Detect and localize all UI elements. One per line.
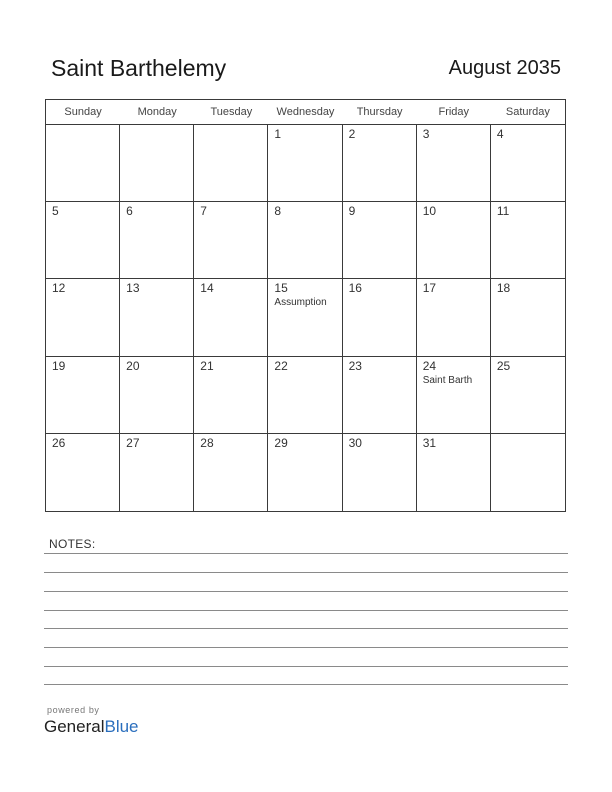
day-cell[interactable] <box>120 202 194 279</box>
weekday-saturday: Saturday <box>505 106 550 118</box>
day-number: 21 <box>200 358 214 373</box>
brand-blue: Blue <box>104 717 139 736</box>
day-number: 20 <box>126 358 140 373</box>
calendar-grid <box>45 99 566 512</box>
day-number: 14 <box>200 281 214 296</box>
day-number: 30 <box>348 435 362 450</box>
weekday-wednesday: Wednesday <box>276 106 335 118</box>
brand-general: General <box>44 717 105 736</box>
day-cell[interactable] <box>46 202 120 279</box>
day-cell[interactable] <box>491 434 565 511</box>
weekday-friday: Friday <box>438 106 470 118</box>
day-cell[interactable] <box>491 279 565 356</box>
day-cell[interactable] <box>417 279 491 356</box>
day-cell[interactable] <box>120 125 194 202</box>
weekday-header-row <box>46 100 565 125</box>
day-number: 12 <box>52 281 66 296</box>
day-cell[interactable] <box>268 125 342 202</box>
day-cell[interactable] <box>46 357 120 434</box>
note-line <box>44 628 568 629</box>
day-number: 31 <box>422 435 437 450</box>
note-line <box>44 553 568 554</box>
day-number: 26 <box>52 435 66 450</box>
day-number: 8 <box>274 204 282 219</box>
day-cell[interactable] <box>46 279 120 356</box>
day-number: 11 <box>496 204 510 219</box>
day-cell[interactable] <box>417 202 491 279</box>
day-cell[interactable] <box>491 202 565 279</box>
day-cell[interactable] <box>417 125 491 202</box>
weekday-tuesday: Tuesday <box>210 106 253 118</box>
day-cell[interactable] <box>268 434 342 511</box>
day-cell[interactable] <box>491 357 565 434</box>
note-line <box>44 591 568 592</box>
day-number: 23 <box>348 358 362 373</box>
note-line <box>44 647 568 648</box>
weekday-monday: Monday <box>137 106 177 118</box>
day-cell[interactable] <box>343 357 417 434</box>
day-cell[interactable] <box>194 357 268 434</box>
day-number: 10 <box>422 204 437 219</box>
day-number: 22 <box>274 358 288 373</box>
day-number: 28 <box>200 435 214 450</box>
day-cell[interactable] <box>491 125 565 202</box>
day-number: 18 <box>496 281 511 296</box>
day-number: 27 <box>126 435 140 450</box>
day-number: 6 <box>126 204 133 219</box>
day-number: 25 <box>496 358 511 373</box>
weekday-thursday: Thursday <box>356 106 403 118</box>
day-cell[interactable] <box>417 357 491 434</box>
day-cell[interactable] <box>268 202 342 279</box>
day-number: 5 <box>52 204 59 219</box>
note-line <box>44 572 568 573</box>
month-year-title: August 2035 <box>448 57 561 79</box>
day-number: 29 <box>274 435 288 450</box>
day-number: 13 <box>126 281 140 296</box>
day-cell[interactable] <box>120 434 194 511</box>
day-number: 9 <box>348 204 356 219</box>
day-number: 3 <box>422 127 430 141</box>
day-number: 1 <box>274 127 282 141</box>
day-cell[interactable] <box>343 202 417 279</box>
day-cell[interactable] <box>194 434 268 511</box>
day-cell[interactable] <box>120 279 194 356</box>
day-cell[interactable] <box>46 125 120 202</box>
day-grid <box>46 125 565 511</box>
note-line <box>44 666 568 667</box>
day-number: 2 <box>348 127 356 141</box>
notes-label: NOTES: <box>49 537 96 551</box>
day-cell[interactable] <box>343 279 417 356</box>
day-cell[interactable] <box>417 434 491 511</box>
page-title: Saint Barthelemy <box>51 55 227 81</box>
day-cell[interactable] <box>194 202 268 279</box>
day-number: 16 <box>348 281 362 296</box>
day-cell[interactable] <box>194 125 268 202</box>
day-number: 15 <box>274 281 288 296</box>
day-number: 24 <box>422 358 437 373</box>
brand-logo[interactable] <box>44 717 139 737</box>
day-cell[interactable] <box>343 125 417 202</box>
day-number: 17 <box>422 281 437 296</box>
powered-by-text: powered by <box>47 705 100 715</box>
day-number: 7 <box>200 204 207 219</box>
weekday-sunday: Sunday <box>64 106 102 118</box>
day-cell[interactable] <box>343 434 417 511</box>
day-number: 4 <box>496 127 504 141</box>
day-cell[interactable] <box>120 357 194 434</box>
note-line <box>44 610 568 611</box>
note-line <box>44 684 568 685</box>
day-cell[interactable] <box>268 357 342 434</box>
holiday-label: Assumption <box>274 297 327 309</box>
day-cell[interactable] <box>46 434 120 511</box>
holiday-label: Saint Barth <box>422 374 473 386</box>
day-number: 19 <box>52 358 66 373</box>
day-cell[interactable] <box>268 279 342 356</box>
day-cell[interactable] <box>194 279 268 356</box>
